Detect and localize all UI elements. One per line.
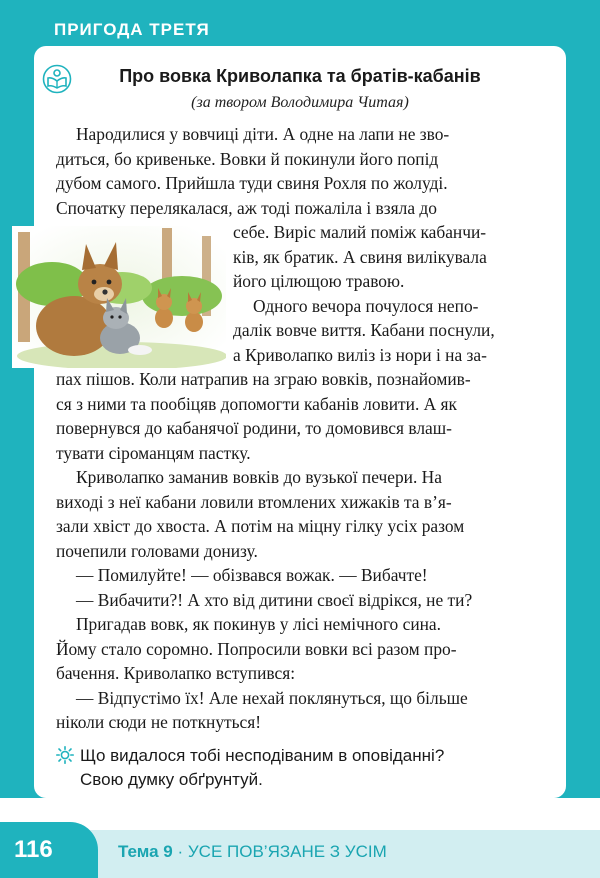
text-line: ся з ними та пообіцяв допомогти кабанів ловити. А як <box>56 393 457 414</box>
text-line: Пригадав вовк, як покинув у лісі немічного сина. <box>76 614 441 634</box>
text-line: Йому стало соромно. Попросили вовки всі разом про- <box>56 638 457 659</box>
text-line: бачення. Криволапко вступився: <box>56 663 296 683</box>
text-line: Одного вечора почулося непо- <box>253 295 479 316</box>
theme-separator: · <box>172 842 188 861</box>
text-line: — Відпустімо їх! Але нехай поклянуться, що більше <box>76 687 468 708</box>
theme-number: Тема 9 <box>118 842 173 861</box>
text-line: Спочатку перелякалася, аж тоді пожаліла і взяла до <box>56 197 437 218</box>
story-text-top <box>56 122 544 220</box>
text-line: — Вибачити?! А хто від дитини своєї відрікся, не ти? <box>76 589 473 610</box>
question-block <box>80 744 550 792</box>
story-subtitle: (за твором Володимира Читая) <box>191 94 409 111</box>
theme-title: УСЕ ПОВ’ЯЗАНЕ З УСІМ <box>187 842 387 861</box>
text-line: далік вовче виття. Кабани поснули, <box>233 320 495 340</box>
text-line: себе. Виріс малий поміж кабанчи- <box>233 222 487 242</box>
text-line: пах пішов. Коли натрапив на зграю вовків, познайомив- <box>56 369 471 389</box>
story-title: Про вовка Криволапка та братів-кабанів <box>119 66 481 86</box>
text-line: почепили головами донизу. <box>56 540 258 561</box>
story-text-bottom <box>56 367 544 735</box>
question-line: Свою думку обґрунтуй. <box>80 770 263 789</box>
theme-label <box>118 842 387 862</box>
text-line: Народилися у вовчиці діти. А одне на лапи не зво- <box>76 124 450 144</box>
text-line: зали хвіст до хвоста. А потім на міцну гілку усіх разом <box>56 516 465 536</box>
text-line: дубом самого. Прийшла туди свиня Рохля по жолуді. <box>56 173 448 193</box>
story-text-wrap <box>233 220 544 367</box>
page-number: 116 <box>14 836 53 863</box>
wolf-cubs-illustration <box>12 226 226 368</box>
text-line: виході з неї кабани ловили втомлених хижаків та в’я- <box>56 491 452 512</box>
chapter-label: ПРИГОДА ТРЕТЯ <box>54 20 210 39</box>
text-line: ків, як братик. А свиня вилікувала <box>233 246 487 267</box>
sun-question-icon <box>56 746 74 764</box>
text-line: Криволапко заманив вовків до вузької печери. На <box>76 467 442 487</box>
text-line: його цілющою травою. <box>233 271 405 291</box>
text-line: — Помилуйте! — обізвався вожак. — Вибачте! <box>76 565 428 585</box>
text-line: повернувся до кабанячої родини, то домовився влаш- <box>56 418 452 438</box>
text-line: тувати сіроманцям пастку. <box>56 442 251 463</box>
text-line: ніколи сюди не поткнуться! <box>56 712 262 732</box>
text-line: а Криволапко виліз із нори і на за- <box>233 344 487 365</box>
question-line: Що видалося тобі несподіваним в оповіданні? <box>80 746 445 765</box>
reading-book-icon <box>42 64 72 94</box>
text-line: диться, бо кривеньке. Вовки й покинули його попід <box>56 148 439 169</box>
